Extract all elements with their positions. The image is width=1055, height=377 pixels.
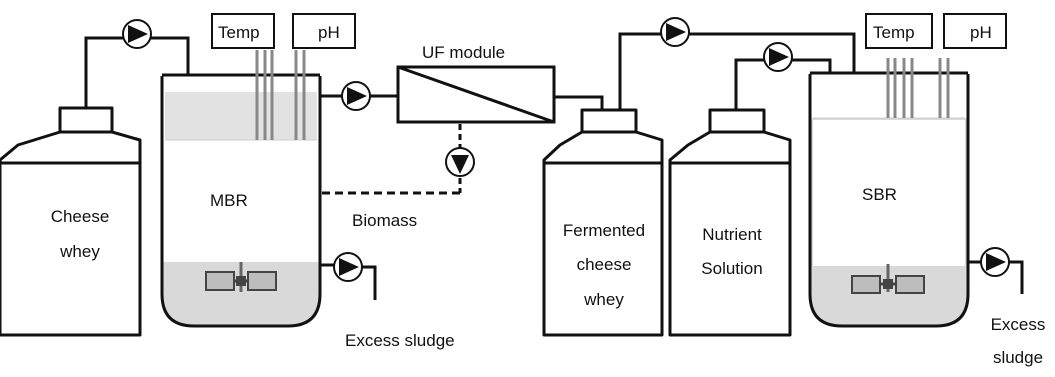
cheese-whey-label-1: Cheese	[50, 207, 110, 226]
sbr-excess-sludge-label-1: Excess	[990, 315, 1046, 334]
sbr-ph-label: pH	[970, 23, 992, 42]
mbr-to-uf-pipe	[320, 82, 398, 110]
pump-icon	[764, 43, 792, 71]
nutrient-label-1: Nutrient	[702, 225, 762, 244]
pump-icon	[334, 253, 362, 281]
mbr-ph-box	[293, 14, 355, 48]
sbr-temp-box	[866, 14, 932, 48]
sbr-ph-box	[944, 14, 1006, 48]
cheese-whey-bottle	[0, 108, 140, 335]
mbr-ph-label: pH	[318, 23, 340, 42]
fermented-cheese-whey-bottle	[544, 110, 662, 335]
mbr-temp-box	[212, 14, 274, 48]
sbr-excess-sludge-label-2: sludge	[992, 348, 1044, 367]
mbr-label: MBR	[210, 191, 248, 210]
biomass-label: Biomass	[352, 211, 418, 230]
nutrient-label-2: Solution	[701, 259, 763, 278]
sbr-temp-label: Temp	[873, 23, 915, 42]
nutrient-solution-bottle	[670, 110, 790, 335]
permeate-pipe	[554, 97, 602, 110]
sbr-excess-sludge-line	[968, 248, 1045, 367]
pump-icon	[123, 20, 151, 48]
mbr-excess-sludge-label: Excess sludge	[345, 331, 455, 350]
mbr-temp-label: Temp	[218, 23, 260, 42]
cheese-whey-label-2: whey	[60, 242, 100, 261]
fermented-label-1: Fermented	[562, 221, 646, 240]
uf-module	[398, 43, 554, 122]
pump-icon	[342, 82, 370, 110]
biomass-recycle-line	[322, 124, 474, 230]
pump-icon	[446, 148, 474, 176]
fermented-label-2: cheese	[576, 255, 632, 274]
mbr-excess-sludge-line	[320, 253, 455, 350]
sbr-label: SBR	[862, 185, 897, 204]
uf-module-label: UF module	[422, 43, 506, 62]
pump-icon	[661, 18, 689, 46]
fermented-label-3: whey	[584, 290, 624, 309]
pump-icon	[981, 248, 1009, 276]
